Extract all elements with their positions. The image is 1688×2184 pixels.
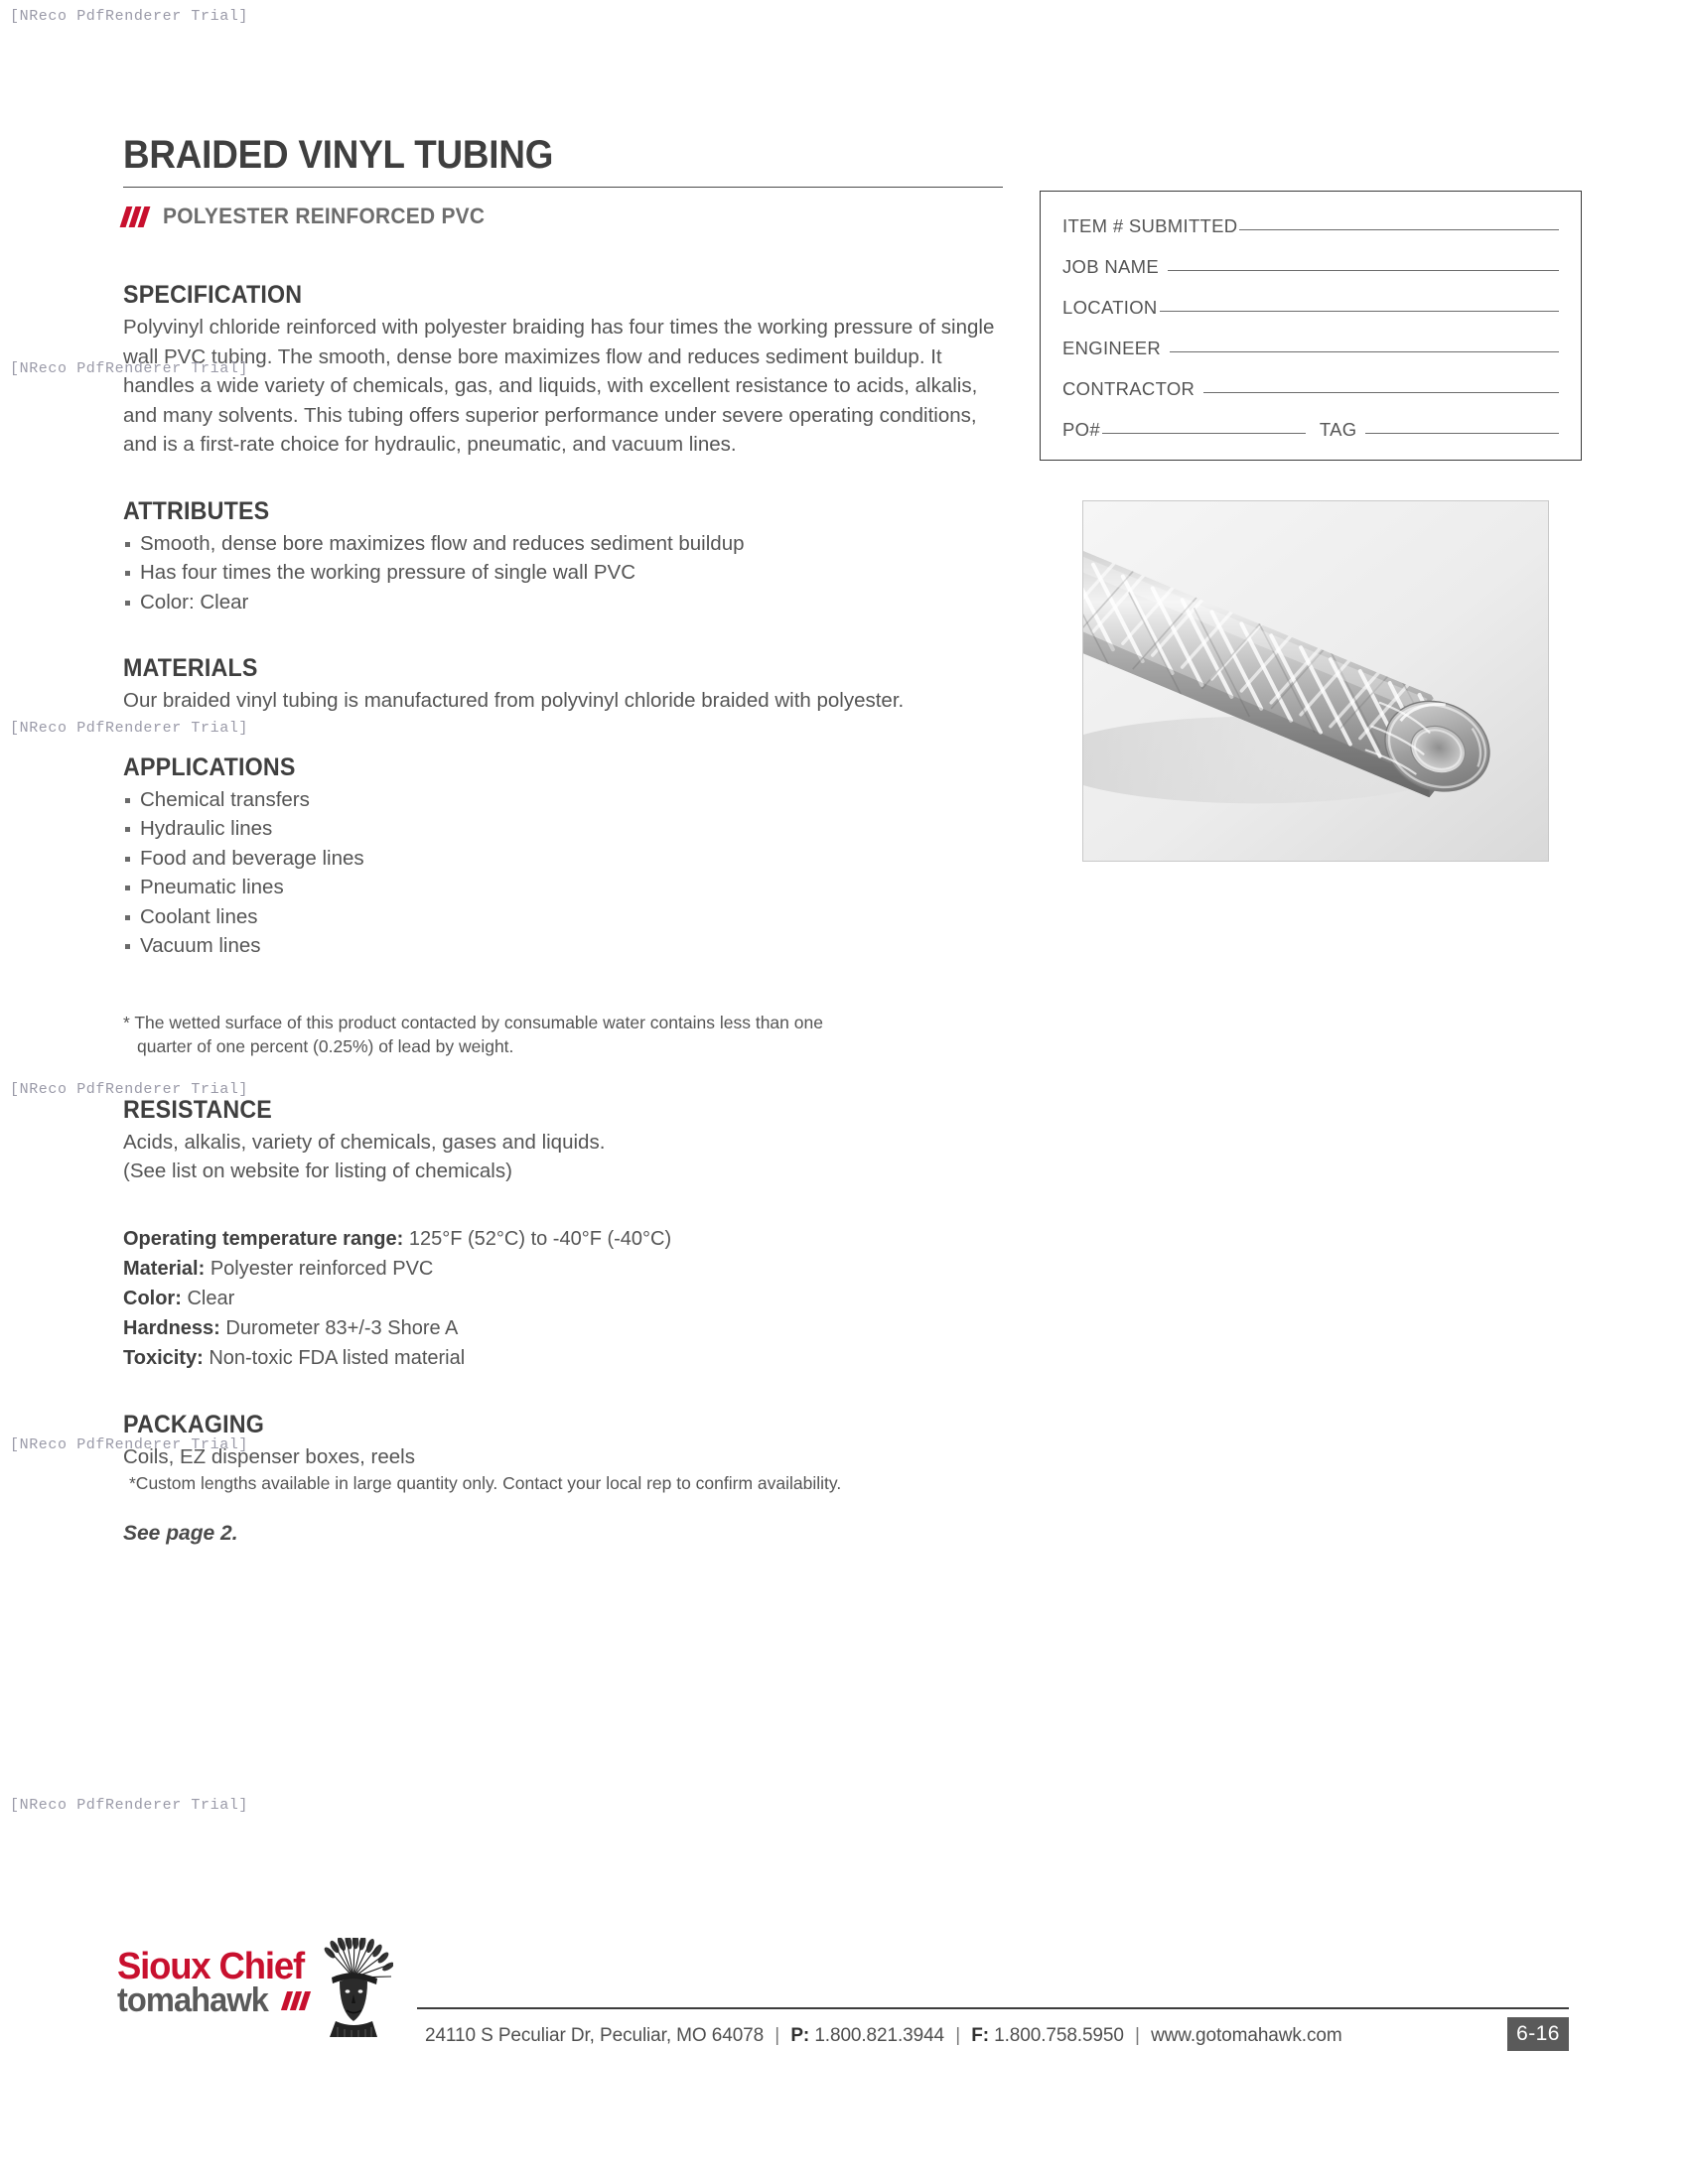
list-item: Chemical transfers	[123, 785, 997, 815]
see-page-reference: See page 2.	[123, 1522, 238, 1545]
watermark-stamp: [NReco PdfRenderer Trial]	[10, 1081, 249, 1098]
packaging-note: *Custom lengths available in large quantity only. Contact your local rep to confirm availability.	[129, 1473, 842, 1493]
page-number-badge: 6-16	[1507, 2017, 1569, 2051]
section-heading-applications: APPLICATIONS	[123, 752, 296, 781]
list-item: Pneumatic lines	[123, 873, 997, 902]
footer-divider	[417, 2007, 1569, 2009]
item-number-field[interactable]	[1239, 229, 1559, 230]
chief-headdress-glyph	[316, 1938, 393, 2037]
spec-label: Operating temperature range:	[123, 1227, 404, 1250]
contractor-label: CONTRACTOR	[1062, 378, 1196, 399]
page-title: BRAIDED VINYL TUBING	[123, 133, 554, 177]
list-item: Vacuum lines	[123, 931, 997, 961]
applications-list	[123, 785, 997, 961]
item-number-label: ITEM # SUBMITTED	[1062, 215, 1238, 236]
section-heading-resistance: RESISTANCE	[123, 1095, 272, 1124]
list-item: Coolant lines	[123, 902, 997, 932]
lead-content-footnote	[123, 1011, 997, 1058]
footer-website[interactable]: www.gotomahawk.com	[1151, 2025, 1342, 2046]
spec-value: 125°F (52°C) to -40°F (-40°C)	[408, 1227, 672, 1250]
spec-label: Material:	[123, 1257, 206, 1280]
footer-address: 24110 S Peculiar Dr, Peculiar, MO 64078	[425, 2025, 765, 2046]
submittal-row-contractor	[1062, 378, 1559, 419]
page-footer	[0, 1936, 1688, 2075]
footer-phone-label: P:	[790, 2025, 810, 2046]
lead-footnote-line-2: quarter of one percent (0.25%) of lead by weight.	[137, 1035, 514, 1056]
submittal-row-item-number	[1062, 215, 1559, 256]
section-heading-attributes: ATTRIBUTES	[123, 496, 270, 525]
resistance-line-2: (See list on website for listing of chemicals)	[123, 1160, 512, 1182]
engineer-field[interactable]	[1170, 351, 1559, 352]
watermark-stamp: [NReco PdfRenderer Trial]	[10, 1436, 249, 1453]
spec-row-material	[123, 1254, 997, 1284]
packaging-body: Coils, EZ dispenser boxes, reels	[123, 1444, 415, 1468]
materials-body: Our braided vinyl tubing is manufactured from polyvinyl chloride braided with polyester.	[123, 689, 905, 712]
list-item: Has four times the working pressure of single wall PVC	[123, 558, 997, 588]
spec-row-hardness	[123, 1313, 997, 1343]
spec-row-color	[123, 1284, 997, 1313]
footer-separator: |	[1135, 2025, 1140, 2046]
tag-label: TAG	[1319, 419, 1357, 440]
contractor-field[interactable]	[1203, 392, 1559, 393]
submittal-box	[1040, 191, 1582, 461]
triple-slash-icon	[123, 206, 147, 227]
list-item: Hydraulic lines	[123, 814, 997, 844]
spec-value: Non-toxic FDA listed material	[209, 1346, 466, 1369]
footer-separator: |	[774, 2025, 780, 2046]
tag-field[interactable]	[1365, 433, 1559, 434]
footer-fax: 1.800.758.5950	[994, 2025, 1124, 2046]
resistance-line-1: Acids, alkalis, variety of chemicals, gases and liquids.	[123, 1130, 606, 1154]
braided-tubing-illustration	[1083, 501, 1548, 861]
spec-value: Durometer 83+/-3 Shore A	[225, 1316, 459, 1339]
po-label: PO#	[1062, 419, 1100, 440]
page-subtitle: POLYESTER REINFORCED PVC	[163, 204, 486, 228]
footer-separator: |	[955, 2025, 961, 2046]
submittal-row-location	[1062, 297, 1559, 338]
spec-row-temperature	[123, 1224, 997, 1254]
spec-value: Polyester reinforced PVC	[210, 1257, 434, 1280]
subtitle-row	[123, 204, 1003, 229]
logo-text-tomahawk: tomahawk	[117, 1981, 268, 2019]
location-field[interactable]	[1160, 311, 1559, 312]
spec-value: Clear	[187, 1287, 235, 1309]
list-item: Food and beverage lines	[123, 844, 997, 874]
watermark-stamp: [NReco PdfRenderer Trial]	[10, 360, 249, 377]
spec-label: Color:	[123, 1287, 182, 1309]
product-image	[1082, 500, 1549, 862]
chief-headdress-icon	[316, 1938, 393, 2037]
section-heading-materials: MATERIALS	[123, 654, 258, 682]
section-heading-specification: SPECIFICATION	[123, 281, 303, 309]
spec-table	[123, 1224, 997, 1373]
footer-fax-label: F:	[971, 2025, 989, 2046]
lead-footnote-line-1: * The wetted surface of this product contacted by consumable water contains less than one	[123, 1012, 823, 1032]
title-divider	[123, 187, 1003, 188]
main-content	[123, 281, 997, 1546]
watermark-stamp: [NReco PdfRenderer Trial]	[10, 8, 249, 25]
list-item: Smooth, dense bore maximizes flow and reduces sediment buildup	[123, 529, 997, 559]
location-label: LOCATION	[1062, 297, 1158, 318]
triple-slash-icon	[284, 1991, 308, 2010]
submittal-row-engineer	[1062, 338, 1559, 378]
job-name-field[interactable]	[1168, 270, 1559, 271]
section-heading-packaging: PACKAGING	[123, 1410, 265, 1438]
logo-text-sioux-chief: Sioux Chief	[117, 1946, 304, 1987]
watermark-stamp: [NReco PdfRenderer Trial]	[10, 720, 249, 737]
submittal-row-job-name	[1062, 256, 1559, 297]
spec-row-toxicity	[123, 1343, 997, 1373]
watermark-stamp: [NReco PdfRenderer Trial]	[10, 1797, 249, 1814]
submittal-row-po-tag	[1062, 419, 1559, 460]
spec-label: Hardness:	[123, 1316, 220, 1339]
attributes-list	[123, 529, 997, 617]
footer-contact-info	[425, 2025, 1342, 2047]
po-field[interactable]	[1102, 433, 1306, 434]
list-item: Color: Clear	[123, 588, 997, 617]
specification-body: Polyvinyl chloride reinforced with polyester braiding has four times the working pressure of single wall PVC tubing. The smooth, dense bore maximizes flow and reduces sediment buildup. It handles a wide variety of chemicals, gas, and liquids, with excellent resistance to acids, alkalis, and many solvents. This tubing offers superior performance under severe operating conditions, and is a first-rate choice for hydraulic, pneumatic, and vacuum lines.	[123, 316, 995, 456]
engineer-label: ENGINEER	[1062, 338, 1162, 358]
title-block	[123, 135, 1003, 229]
job-name-label: JOB NAME	[1062, 256, 1159, 277]
footer-phone[interactable]: 1.800.821.3944	[814, 2025, 945, 2046]
spec-label: Toxicity:	[123, 1346, 204, 1369]
